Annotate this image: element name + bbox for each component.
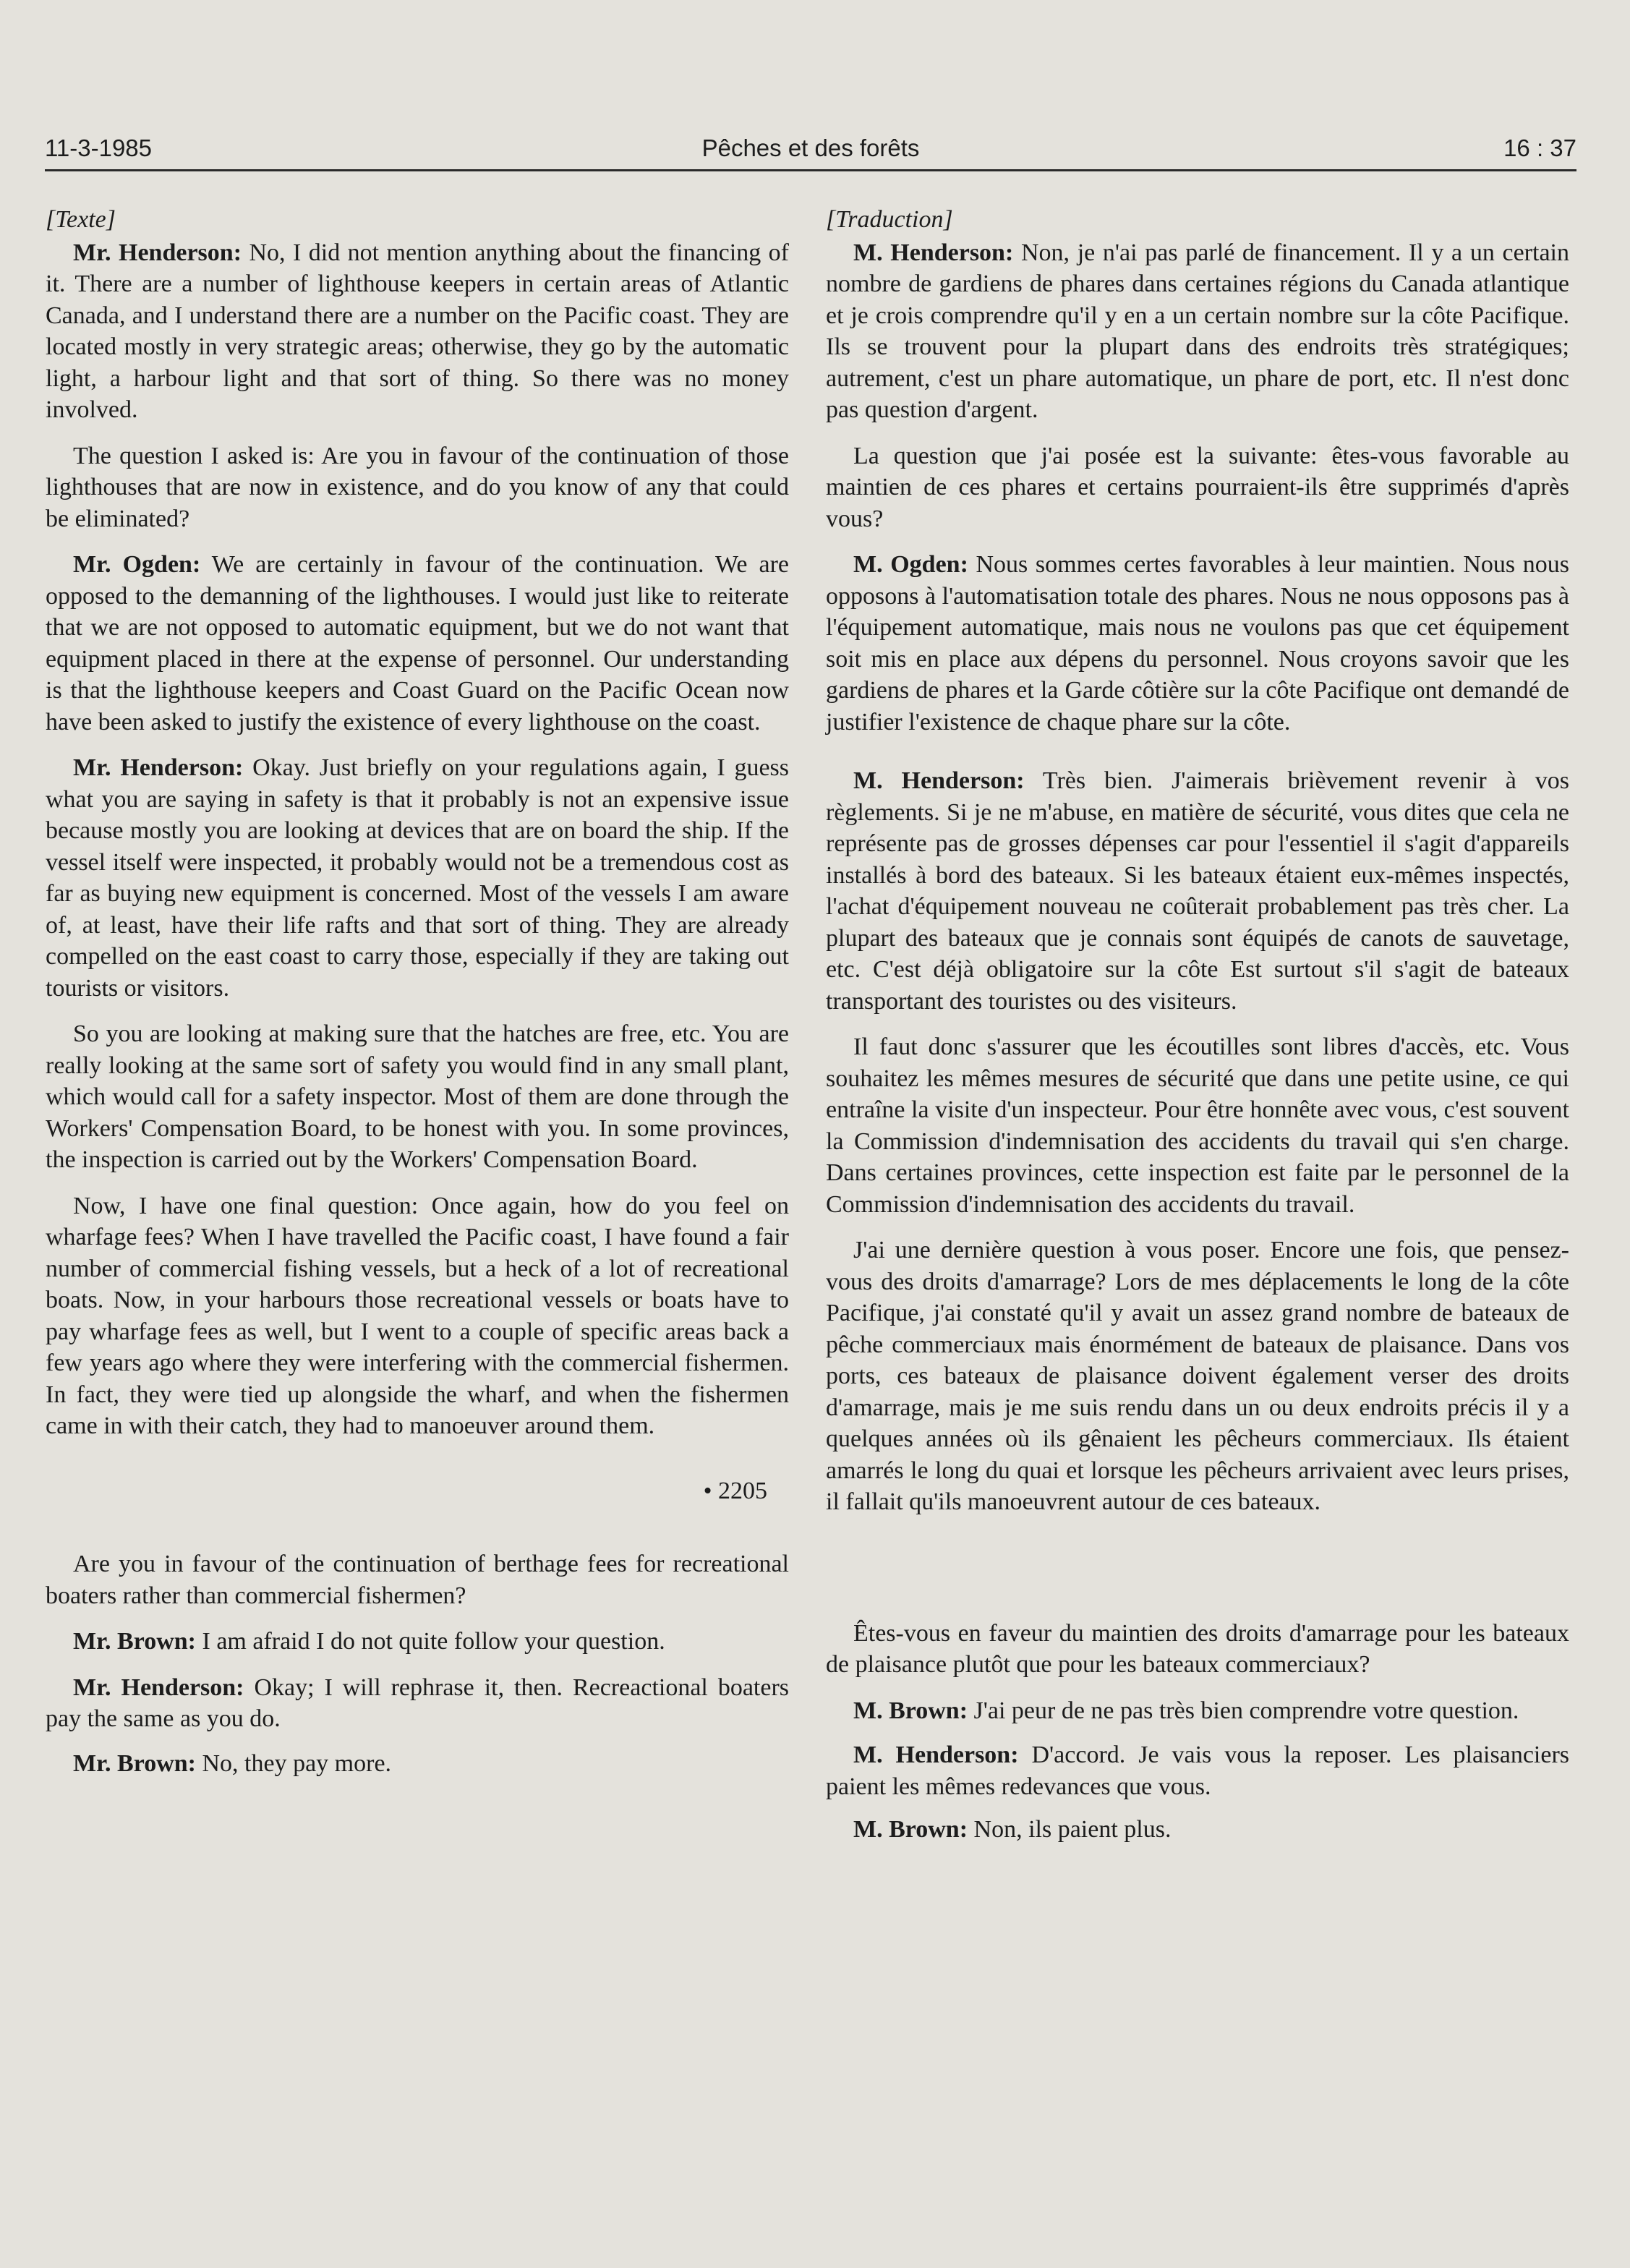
transcript-paragraph [46, 1672, 789, 1735]
speaker-name: Mr. Henderson: [73, 1674, 244, 1701]
header-title: Pêches et des forêts [701, 135, 920, 161]
speaker-name: M. Henderson: [853, 239, 1014, 266]
column-label: [Texte] [46, 206, 116, 233]
transcript-paragraph [46, 440, 789, 535]
french-paragraphs-top [826, 237, 1569, 1518]
time-marker: • 2205 [703, 1477, 767, 1504]
speaker-name: M. Henderson: [853, 767, 1025, 794]
transcript-paragraph [826, 440, 1569, 535]
transcript-paragraph [826, 237, 1569, 426]
transcript-paragraph [46, 752, 789, 1004]
transcript-paragraph [826, 1814, 1569, 1846]
speech-text: J'ai une dernière question à vous poser. Encore une fois, que pensez-vous des droits d'amarrage? Lors de mes déplacements le long de la côte Pacifique, j'ai constaté qu'il y avait un assez grand nombre de bateaux de pêche commerciaux mais énormément de bateaux de plaisance. Dans vos ports, ces bateaux de plaisance doivent également verser des droits d'amarrage, mais je me suis rendu dans un ou deux endroits précis il y a quelques années où ils gênaient les pêcheurs commerciaux. Ils étaient amarrés le long du quai et lorsque les pêcheurs arrivaient avec leurs prises, il fallait qu'ils manoeuvrent autour de ces bateaux. [826, 1237, 1569, 1515]
header-page-number: 16 : 37 [1503, 135, 1576, 161]
speech-text: J'ai peur de ne pas très bien comprendre votre question. [968, 1697, 1519, 1724]
header-date: 11-3-1985 [45, 135, 153, 161]
english-paragraphs-bottom [46, 1548, 789, 1779]
speaker-name: Mr. Brown: [73, 1749, 196, 1777]
speaker-name: M. Brown: [853, 1697, 968, 1724]
transcript-paragraph [826, 765, 1569, 1017]
speech-text: Non, ils paient plus. [968, 1816, 1172, 1843]
transcript-paragraph [46, 1626, 789, 1658]
speech-text: I am afraid I do not quite follow your question. [196, 1628, 665, 1655]
speech-text: We are certainly in favour of the continuation. We are opposed to the demanning of the lighthouses. I would just like to reiterate that we are not opposed to automatic equipment, but we do not want that equipment placed in there at the expense of personnel. Our understanding is that the lighthouse keepers and Coast Guard on the Pacific Ocean now have been asked to justify the existence of every lighthouse on the coast. [46, 551, 789, 736]
column-label: [Traduction] [826, 206, 953, 233]
transcript-paragraph [46, 237, 789, 426]
speech-text: Nous sommes certes favorables à leur maintien. Nous nous opposons à l'automatisation totale des phares. Nous ne nous opposons pas à l'équipement automatique, mais nous ne voulons pas que cet équipement soit mis en place aux dépens du personnel. Nous croyons savoir que les gardiens de phares et la Garde côtière sur la côte Pacifique ont demandé de justifier l'existence de chaque phare sur la côte. [826, 551, 1569, 736]
speech-text: Il faut donc s'assurer que les écoutilles sont libres d'accès, etc. Vous souhaitez les mêmes mesures de sécurité que dans une petite usine, ce qui entraîne la visite d'un inspecteur. Pour être honnête avec vous, c'est souvent la Commission d'indemnisation des accidents du travail qui s'en charge. Dans certaines provinces, cette inspection est faite par le personnel de la Commission d'indemnisation des accidents du travail. [826, 1033, 1569, 1218]
speech-text: Okay. Just briefly on your regulations again, I guess what you are saying in safety is that it probably is not an expensive issue because mostly you are looking at devices that are on board the ship. If the vessel itself were inspected, it probably would not be a tremendous cost as far as buying new equipment is concerned. Most of the vessels I am aware of, at least, have their life rafts and that sort of thing. They are already compelled on the east coast to carry those, especially if they are taking out tourists or visitors. [46, 754, 790, 1002]
speaker-name: Mr. Henderson: [73, 754, 244, 781]
transcript-paragraph [46, 549, 789, 738]
speech-text: Now, I have one final question: Once again, how do you feel on wharfage fees? When I have travelled the Pacific coast, I have found a fair number of commercial fishing vessels, but a heck of a lot of recreational boats. Now, in your harbours those recreational vessels or boats have to pay wharfage fees as well, but I went to a couple of specific areas back a few years ago where they were interfering with the commercial fishermen. In fact, they were tied up alongside the wharf, and when the fishermen came in with their catch, they had to manoeuver around them. [46, 1192, 789, 1439]
speech-text: No, I did not mention anything about the financing of it. There are a number of lighthouse keepers in certain areas of Atlantic Canada, and I understand there are a number on the Pacific coast. They are located mostly in very strategic areas; otherwise, they go by the automatic light, a harbour light and that sort of thing. So there was no money involved. [46, 239, 789, 423]
transcript-paragraph [46, 1548, 789, 1611]
speech-text: D'accord. Je vais vous la reposer. Les plaisanciers paient les mêmes redevances que vous. [826, 1742, 1569, 1800]
speech-text: No, they pay more. [196, 1749, 392, 1777]
transcript-paragraph [826, 1618, 1569, 1681]
french-column [826, 204, 1569, 1860]
speaker-name: Mr. Henderson: [73, 239, 242, 266]
speech-text: The question I asked is: Are you in favour of the continuation of those lighthouses that are now in existence, and do you know of any that could be eliminated? [46, 442, 789, 532]
speech-text: La question que j'ai posée est la suivante: êtes-vous favorable au maintien de ces phares et certains pourraient-ils être supprimés d'après vous? [826, 442, 1569, 532]
speech-text: Are you in favour of the continuation of berthage fees for recreational boaters rather than commercial fishermen? [46, 1551, 789, 1609]
transcript-paragraph [826, 1031, 1569, 1220]
column-gap [826, 1532, 1569, 1618]
speaker-name: M. Brown: [853, 1816, 968, 1843]
page-header [45, 129, 1576, 171]
speaker-name: Mr. Brown: [73, 1628, 196, 1655]
transcript-paragraph [46, 1018, 789, 1176]
speech-text: Okay; I will rephrase it, then. Recreactional boaters pay the same as you do. [46, 1674, 790, 1732]
transcript-paragraph [826, 1235, 1569, 1518]
speaker-name: M. Ogden: [853, 551, 968, 578]
speech-text: So you are looking at making sure that the hatches are free, etc. You are really looking at the same sort of safety you would find in any small plant, which would call for a safety inspector. Most of them are done through the Workers' Compensation Board, to be honest with you. In some provinces, the inspection is carried out by the Workers' Compensation Board. [46, 1020, 789, 1173]
speaker-name: Mr. Ogden: [73, 551, 201, 578]
transcript-paragraph [46, 1190, 789, 1442]
speech-text: Non, je n'ai pas parlé de financement. Il y a un certain nombre de gardiens de phares dans certaines régions du Canada atlantique et je crois comprendre qu'il y en a un certain nombre sur la côte Pacifique. Ils se trouvent pour la plupart dans des endroits très stratégiques; autrement, c'est un phare automatique, un phare de port, etc. Il n'est donc pas question d'argent. [826, 239, 1569, 423]
transcript-paragraph [46, 1748, 789, 1780]
speaker-name: M. Henderson: [853, 1742, 1019, 1768]
english-paragraphs-top [46, 237, 789, 1442]
english-column [46, 204, 789, 1794]
transcript-paragraph [826, 1695, 1569, 1727]
speech-text: Très bien. J'aimerais brièvement revenir à vos règlements. Si je ne m'abuse, en matière de sécurité, vous dites que cela ne représente pas de grosses dépenses car pour l'essentiel il s'agit d'appareils installés à bord des bateaux. Si les bateaux étaient eux-mêmes inspectés, l'achat d'équipement nouveau ne coûterait probablement pas très cher. La plupart des bateaux que je connais sont équipés de canots de sauvetage, etc. C'est déjà obligatoire sur la côte Est surtout s'il s'agit de bateaux transportant des touristes ou des visiteurs. [826, 767, 1569, 1015]
french-paragraphs-bottom [826, 1618, 1569, 1846]
transcript-paragraph [826, 1739, 1569, 1802]
speech-text: Êtes-vous en faveur du maintien des droits d'amarrage pour les bateaux de plaisance plutôt que pour les bateaux commerciaux? [826, 1619, 1569, 1678]
transcript-paragraph [826, 549, 1569, 738]
